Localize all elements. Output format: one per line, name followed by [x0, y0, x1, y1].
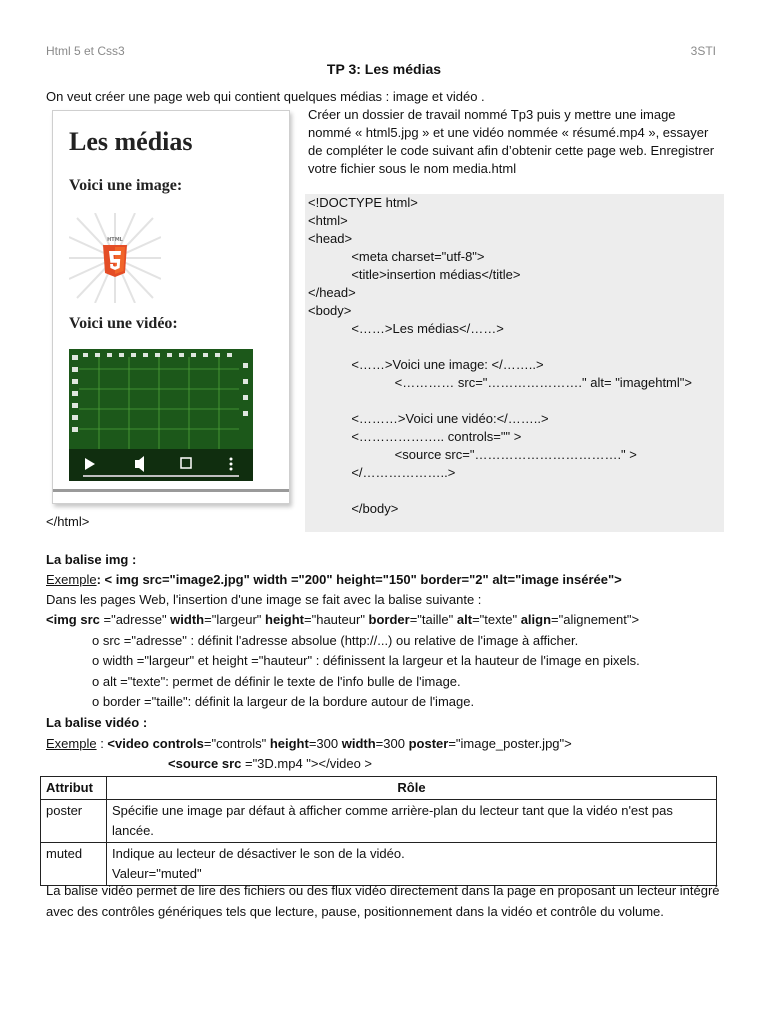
- code-line: <……>Voici une image: </……..>: [308, 357, 544, 372]
- video-ex-val: ="controls": [203, 736, 270, 751]
- syntax-height: height: [265, 612, 305, 627]
- video-attributes-table: [40, 776, 717, 886]
- html5-logo-image: [69, 213, 161, 303]
- video-ex-kw: <video controls: [107, 736, 204, 751]
- video-ex-val: ="image_poster.jpg">: [448, 736, 572, 751]
- img-bullet: o alt ="texte": permet de définir le texte de l'info bulle de l'image.: [92, 674, 461, 689]
- video-section-heading: La balise vidéo :: [46, 715, 148, 730]
- screenshot-heading-video: Voici une vidéo:: [69, 315, 178, 332]
- syntax-align-val: ="alignement">: [551, 612, 640, 627]
- code-line: </………………..>: [308, 465, 456, 480]
- table-header-attribut: Attribut: [41, 777, 107, 800]
- video-ex-kw: poster: [408, 736, 449, 751]
- table-header-row: [41, 777, 717, 800]
- syntax-border-val: ="taille": [409, 612, 457, 627]
- syntax-tag: <img: [46, 612, 77, 627]
- syntax-align: align: [520, 612, 552, 627]
- role-line: Valeur="muted": [112, 866, 202, 881]
- syntax-src-val: ="adresse": [99, 612, 171, 627]
- table-cell-attr: poster: [41, 800, 107, 843]
- syntax-width-val: ="largeur": [204, 612, 266, 627]
- syntax-height-val: ="hauteur": [304, 612, 369, 627]
- syntax-border: border: [368, 612, 410, 627]
- img-bullet: o border ="taille": définit la largeur de la bordure autour de l'image.: [92, 694, 475, 709]
- source-kw: <source src: [168, 756, 242, 771]
- syntax-src: src: [80, 612, 100, 627]
- video-ex-val: =300: [375, 736, 409, 751]
- code-line: </body>: [308, 501, 399, 516]
- syntax-alt-val: ="texte": [472, 612, 521, 627]
- code-line: <!DOCTYPE html>: [308, 195, 418, 210]
- video-example-label: Exemple: [46, 736, 97, 751]
- code-line: <head>: [308, 231, 353, 246]
- screenshot-heading-image: Voici une image:: [69, 177, 183, 194]
- img-bullet: o src ="adresse" : définit l'adresse absolue (http://...) ou relative de l'image à afficher.: [92, 633, 579, 648]
- img-bullet: o width ="largeur" et height ="hauteur" : définissent la largeur et la hauteur de l'image en pixels.: [92, 653, 640, 668]
- img-syntax: [46, 610, 639, 630]
- syntax-alt: alt: [456, 612, 473, 627]
- img-example-line: [46, 570, 622, 590]
- code-line: <source src="……………………………." >: [308, 447, 637, 462]
- code-line: <meta charset="utf-8">: [308, 249, 485, 264]
- img-section-heading: La balise img :: [46, 552, 137, 567]
- screenshot-bottom-rule: [53, 489, 289, 492]
- code-line: </head>: [308, 285, 356, 300]
- code-line: <body>: [308, 303, 352, 318]
- video-ex-val: =300: [308, 736, 342, 751]
- table-cell-role: Spécifie une image par défaut à afficher comme arrière-plan du lecteur tant que la vidéo n'est pas lancée.: [107, 800, 717, 843]
- source-val: ="3D.mp4 "></video >: [241, 756, 373, 771]
- video-example-line: [46, 734, 572, 754]
- code-line: <……>Les médias</……>: [308, 321, 504, 336]
- code-line: <……………….. controls="" >: [308, 429, 522, 444]
- screenshot-title: Les médias: [69, 127, 193, 156]
- table-row: [41, 800, 717, 843]
- syntax-width: width: [170, 612, 205, 627]
- code-line: <………>Voici une vidéo:</……..>: [308, 411, 549, 426]
- img-example-code: : < img src="image2.jpg" width ="200" height="150" border="2" alt="image insérée">: [96, 572, 622, 587]
- video-ex-sep: :: [96, 736, 108, 751]
- page-title: TP 3: Les médias: [326, 61, 442, 77]
- intro-text: On veut créer une page web qui contient quelques médias : image et vidéo .: [46, 89, 485, 104]
- video-ex-kw: width: [341, 736, 376, 751]
- img-example-label: Exemple: [46, 572, 97, 587]
- header-left: Html 5 et Css3: [46, 44, 125, 58]
- code-closing-tag: </html>: [46, 514, 90, 529]
- video-player-thumbnail: [69, 349, 253, 481]
- video-source-line: [168, 754, 372, 774]
- header-right: 3STI: [690, 44, 716, 58]
- role-line: Indique au lecteur de désactiver le son de la vidéo.: [112, 846, 405, 861]
- img-intro: Dans les pages Web, l'insertion d'une image se fait avec la balise suivante :: [46, 592, 482, 607]
- code-line: <………… src="…………………." alt= "imagehtml">: [308, 375, 692, 390]
- result-screenshot: [52, 110, 290, 504]
- code-line: <title>insertion médias</title>: [308, 267, 521, 282]
- code-line: <html>: [308, 213, 348, 228]
- exercise-description: Créer un dossier de travail nommé Tp3 puis y mettre une image nommé « html5.jpg » et une vidéo nommée « résumé.mp4 », essayer de compléter le code suivant afin d’obtenir cette page web. Enregistrer votre fichier sous le nom media.html: [308, 107, 715, 176]
- html5-logo-text: HTML: [107, 237, 123, 243]
- video-final-paragraph: La balise vidéo permet de lire des fichiers ou des flux vidéo directement dans la page en proposant un lecteur intégré avec des contrôles génériques tels que lecture, pause, positionnement dans la vidéo et contrôle du volume.: [46, 883, 720, 919]
- code-block: [305, 194, 724, 532]
- table-header-role: Rôle: [107, 777, 717, 800]
- video-ex-kw: height: [269, 736, 309, 751]
- table-cell-attr: muted: [41, 843, 107, 886]
